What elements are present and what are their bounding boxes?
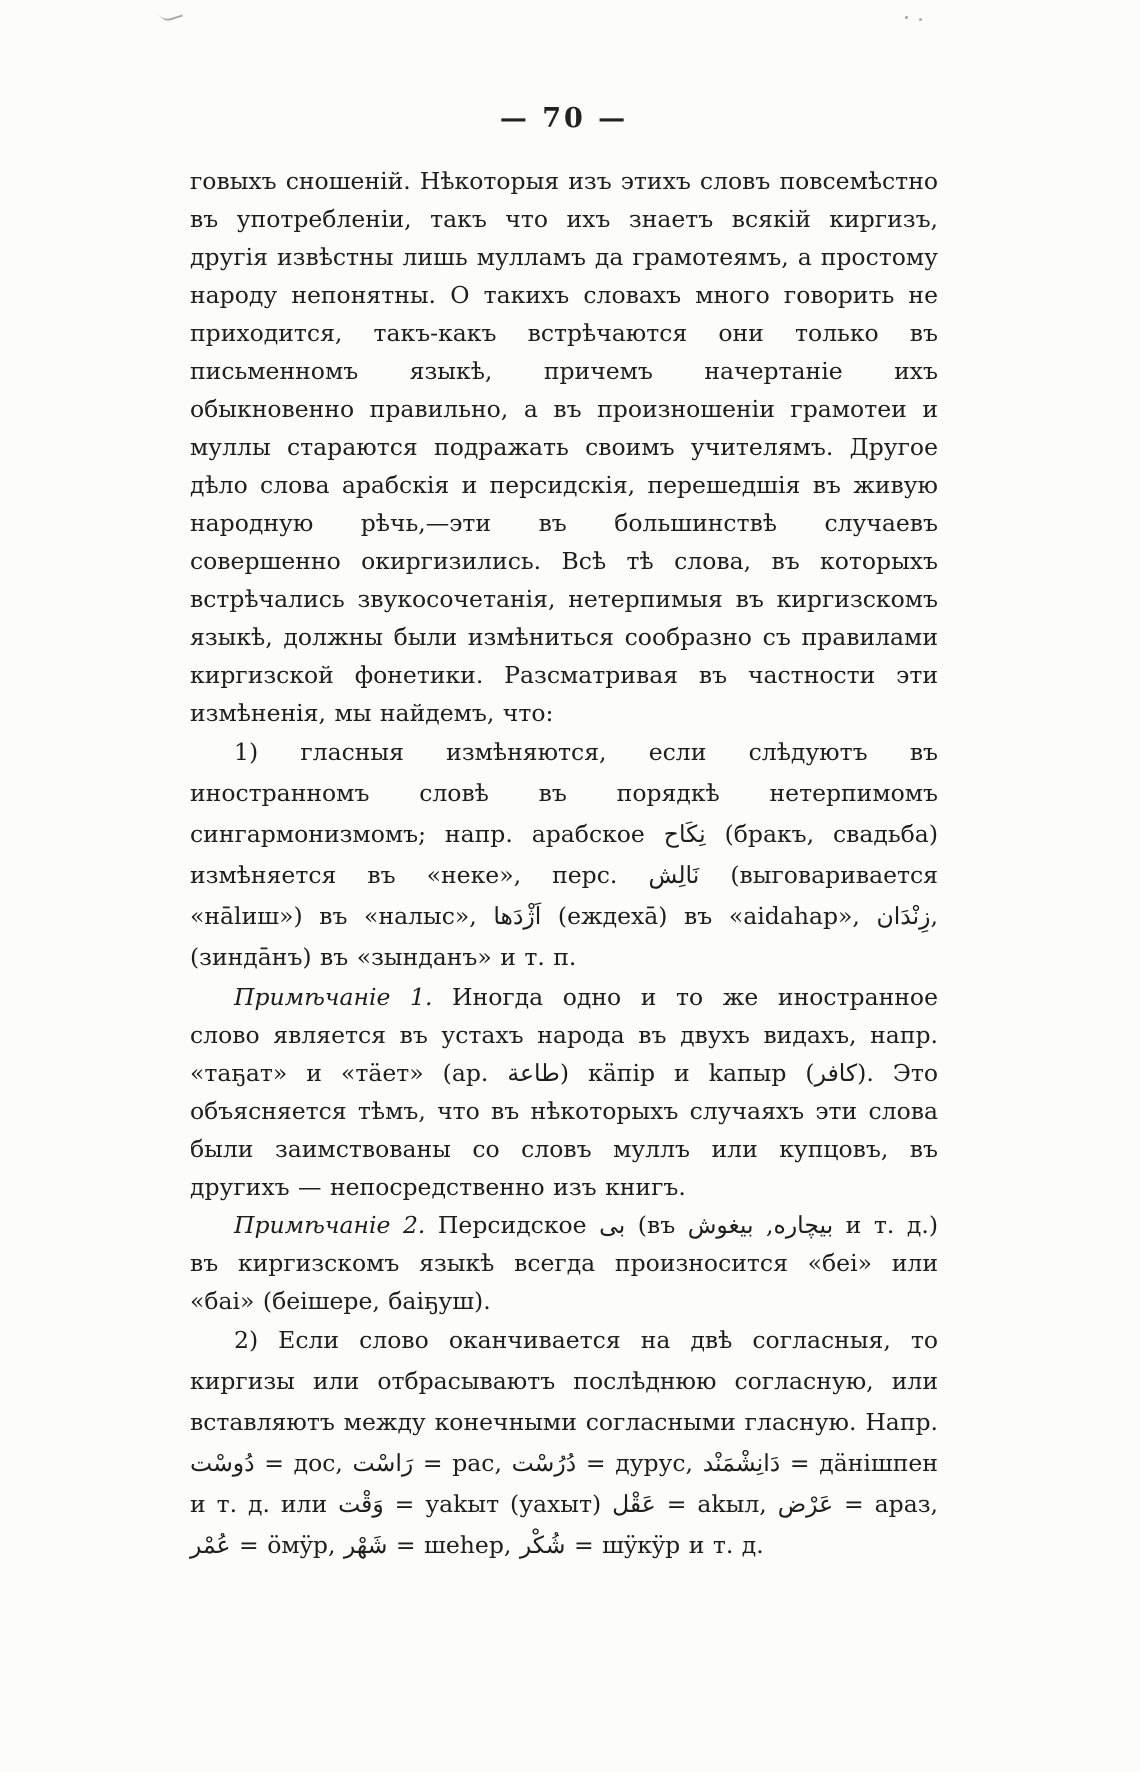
paragraph-note-2: [190, 1206, 938, 1320]
note-1-text: Иногда одно и то же иностранное слово является въ устахъ народа въ двухъ видахъ, напр. «таҕат» и «тäет» (ар. طاعة) кäпір и kапыр (كافر). Это объясняется тѣмъ, что въ нѣкоторыхъ случаяхъ эти слова были заимствованы со словъ муллъ или купцовъ, въ другихъ — непосредственно изъ книгъ.: [190, 983, 938, 1201]
text-block: [190, 162, 938, 1566]
note-1-label: Примѣчаніе 1.: [234, 983, 433, 1011]
paragraph-continuation: говыхъ сношеній. Нѣкоторыя изъ этихъ словъ повсемѣстно въ употребленіи, такъ что ихъ знаетъ всякій киргизъ, другія извѣстны лишь мулламъ да грамотеямъ, а простому народу непонятны. О такихъ словахъ много говорить не приходится, такъ-какъ встрѣчаются они только въ письменномъ языкѣ, причемъ начертаніе ихъ обыкновенно правильно, а въ произношеніи грамотеи и муллы стараются подражать своимъ учителямъ. Другое дѣло слова арабскія и персидскія, перешедшія въ живую народную рѣчь,—эти въ большинствѣ случаевъ совершенно окиргизились. Всѣ тѣ слова, въ которыхъ встрѣчались звукосочетанія, нетерпимыя въ киргизскомъ языкѣ, должны были измѣниться сообразно съ правилами киргизской фонетики. Разсматривая въ частности эти измѣненія, мы найдемъ, что:: [190, 167, 938, 727]
scan-artifact-pencil-mark: [159, 7, 183, 23]
paragraph-rule-2-consonants: 2) Если слово оканчивается на двѣ согласныя, то киргизы или отбрасываютъ послѣднюю согласную, или вставляютъ между конечными согласными гласную. Напр. دُوسْت = дос, رَاسْت = рас, دُرُسْت = дурус, دَانِشْمَنْد = дäнішпен и т. д. или وَقْت = уаkыт (уахыт) عَقْل = аkыл, عَرْض = араз, عُمْر = öмÿр, شَهْر = шеhер, شُكْر = шÿкÿр и т. д.: [190, 1326, 939, 1559]
paragraph-note-1: [190, 978, 938, 1206]
note-2-label: Примѣчаніе 2.: [234, 1211, 426, 1239]
scan-artifact-dots: [905, 16, 908, 19]
page-number: — 70 —: [499, 103, 629, 134]
note-2-text: Персидское بى (въ بيچاره, بيغوش и т. д.) въ киргизскомъ языкѣ всегда произносится «беі» или «баі» (беішере, баіҕуш).: [190, 1211, 939, 1315]
paragraph-rule-1-vowels: 1) гласныя измѣняются, если слѣдуютъ въ иностранномъ словѣ въ порядкѣ нетерпимомъ сингармонизмомъ; напр. арабское نِكَاح (бракъ, свадьба) измѣняется въ «неке», перс. نَالِش (выговаривается «нālиш») въ «налыс», اَژْدَها (еждехā) въ «аіdаhар», زِنْدَان, (зиндāнъ) въ «зынданъ» и т. п.: [190, 738, 938, 971]
